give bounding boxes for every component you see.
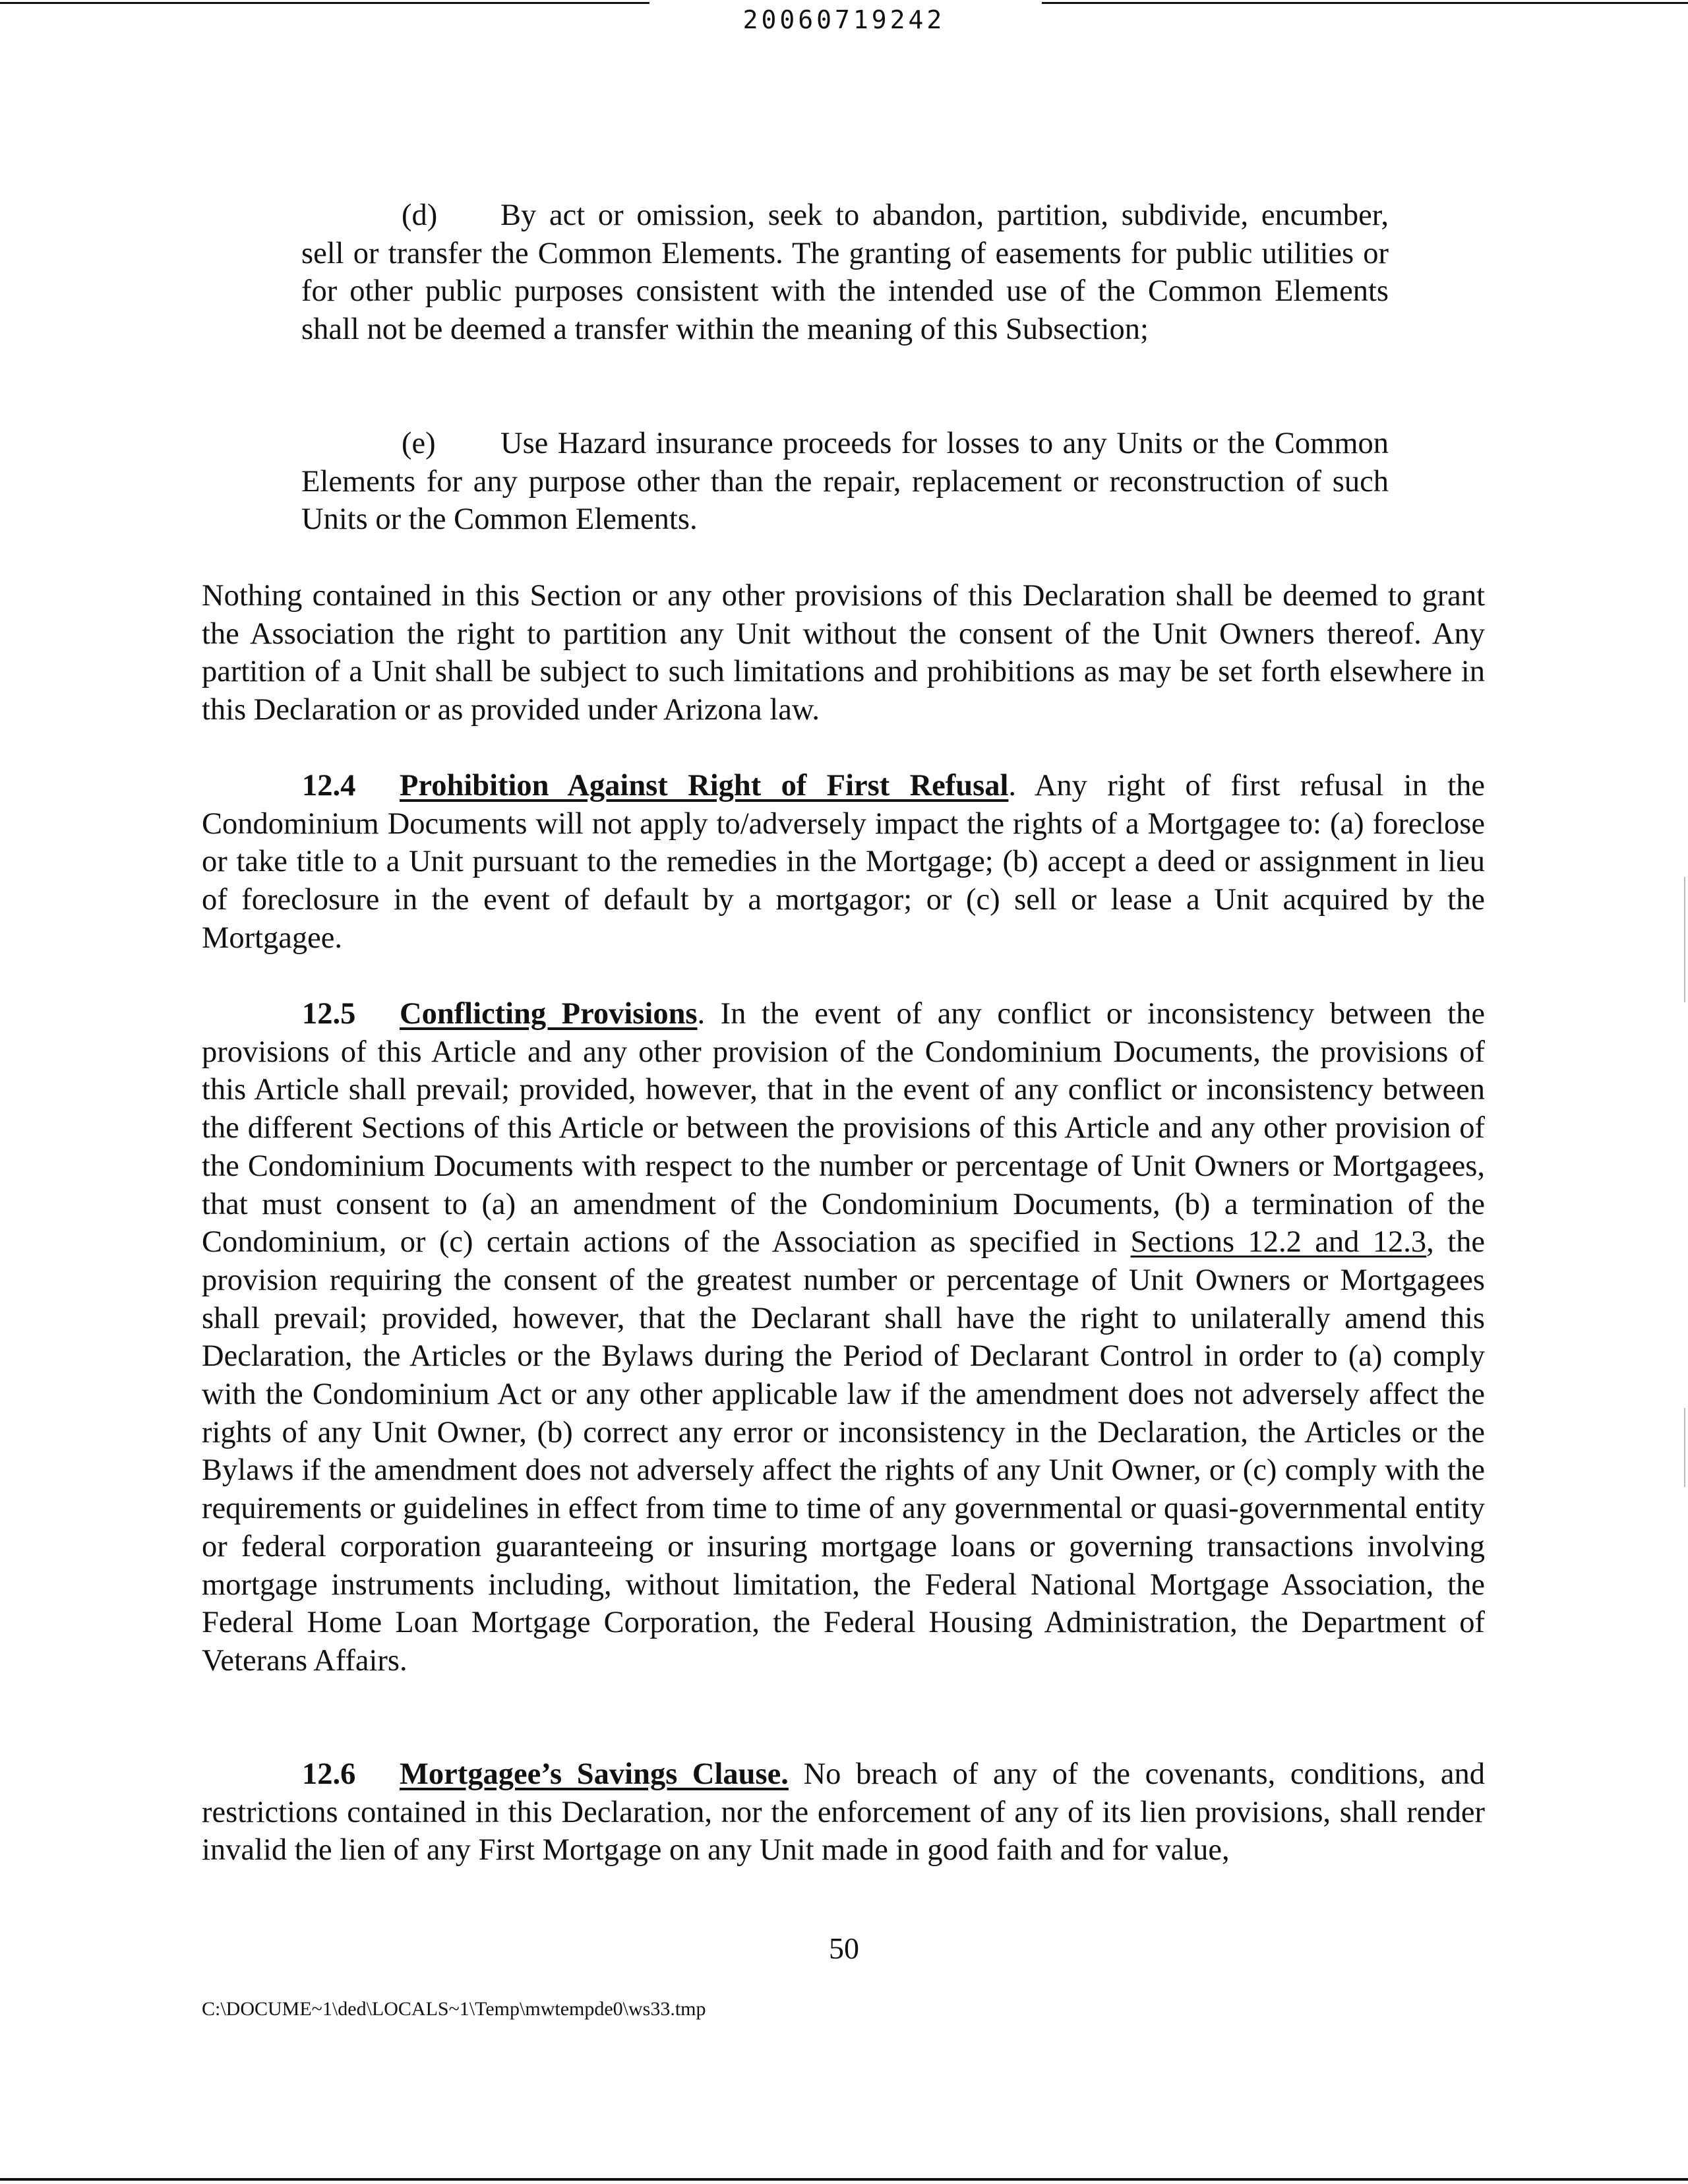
section-12-4 (202, 767, 1485, 957)
section-reference: Sections 12.2 and 12.3 (1130, 1225, 1427, 1259)
section-number: 12.6 (302, 1757, 356, 1791)
record-number: 20060719242 (742, 5, 946, 34)
section-text: No breach of any of the covenants, conditions, and restrictions contained in this Declaration, nor the enforcement of any of its lien provisions, shall render invalid the lien of any First Mortgage on any Unit made in good faith and for value, (202, 1757, 1486, 1867)
subparagraph-e (301, 425, 1389, 539)
subparagraph-text: Use Hazard insurance proceeds for losses to any Units or the Common Elements for any purpose other than the repair, replacement or reconstruction of such Units or the Common Elements. (301, 427, 1389, 537)
section-heading: Conflicting Provisions (400, 997, 698, 1031)
section-number: 12.5 (302, 997, 356, 1031)
subparagraph-text: By act or omission, seek to abandon, partition, subdivide, encumber, sell or transfer the Common Elements. The granting of easements for public utilities or for other public purposes consistent with the intended use of the Common Elements shall not be deemed a transfer within the meaning of this Subsection; (301, 198, 1389, 347)
subparagraph-label: (e) (402, 427, 436, 460)
subparagraph-d (301, 197, 1389, 349)
page-number: 50 (829, 1931, 859, 1965)
closing-paragraph: Nothing contained in this Section or any other provisions of this Declaration shall be deemed to grant the Association the right to partition any Unit without the consent of the Unit Owners thereof. Any partition of a Unit shall be subject to such limitations and prohibitions as may be set forth elsewhere in this Declaration or as provided under Arizona law. (202, 579, 1485, 727)
section-text-continued: , the provision requiring the consent of the greatest number or percentage of Unit Owners or Mortgagees shall prevail; provided, however, that the Declarant shall have the right to unilaterally amend this Declaration, the Articles or the Bylaws during the Period of Declarant Control in order to (a) comply with the Condominium Act or any other applicable law if the amendment does not adversely affect the rights of any Unit Owner, (b) correct any error or inconsistency in the Declaration, the Articles or the Bylaws if the amendment does not adversely affect the rights of any Unit Owner, or (c) comply with the requirements or guidelines in effect from time to time of any governmental or quasi-governmental entity or federal corporation guaranteeing or insuring mortgage loans or governing transactions involving mortgage instruments including, without limitation, the Federal National Mortgage Association, the Federal Home Loan Mortgage Corporation, the Federal Housing Administration, the Department of Veterans Affairs. (202, 1225, 1486, 1678)
section-number: 12.4 (302, 769, 356, 803)
section-heading: Prohibition Against Right of First Refusal (400, 769, 1009, 803)
section-heading: Mortgagee’s Savings Clause. (400, 1757, 789, 1791)
scan-edge-mark (1684, 877, 1685, 1002)
bottom-rule (0, 2178, 1688, 2181)
section-12-5 (202, 995, 1485, 1680)
scan-edge-mark (1684, 1408, 1685, 1487)
section-text: . Any right of first refusal in the Condominium Documents will not apply to/adversely impact the rights of a Mortgagee to: (a) foreclose or take title to a Unit pursuant to the remedies in the Mortgage; (b) accept a deed or assignment in lieu of foreclosure in the event of default by a mortgagor; or (c) sell or lease a Unit acquired by the Mortgagee. (202, 769, 1486, 955)
section-12-6 (202, 1755, 1485, 1869)
subparagraph-label: (d) (402, 198, 438, 232)
file-path: C:\DOCUME~1\ded\LOCALS~1\Temp\mwtempde0\ws33.tmp (202, 1998, 706, 2020)
section-text: . In the event of any conflict or inconsistency between the provisions of this Article and any other provision of the Condominium Documents, the provisions of this Article shall prevail; provided, however, that in the event of any conflict or inconsistency between the different Sections of this Article or between the provisions of this Article and any other provision of the Condominium Documents with respect to the number or percentage of Unit Owners or Mortgagees, that must consent to (a) an amendment of the Condominium Documents, (b) a termination of the Condominium, or (c) certain actions of the Association as specified in (202, 997, 1485, 1259)
